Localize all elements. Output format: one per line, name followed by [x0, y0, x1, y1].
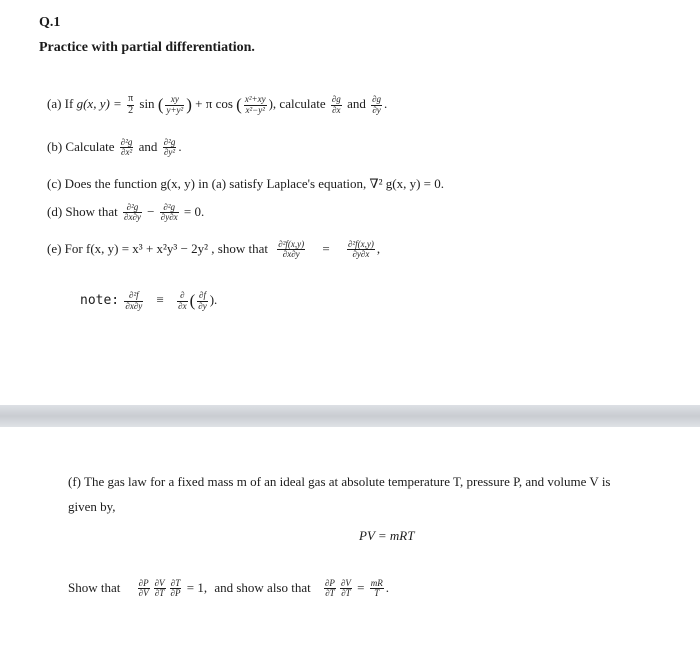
- f2-num: ∂V: [154, 578, 165, 588]
- frac2-den: x²−y²: [245, 104, 265, 115]
- f1-den: ∂V: [138, 588, 149, 599]
- d2f-dydx: [347, 240, 375, 260]
- sin-label: sin: [139, 95, 155, 111]
- mr-num: mR: [370, 578, 383, 588]
- part-e-num-2: ∂²f(x,y): [347, 239, 374, 249]
- part-f-line2: given by,: [68, 499, 116, 514]
- pi-over-2-den: 2: [128, 104, 134, 116]
- frac1-den: y+y²: [166, 104, 184, 115]
- g1-den: ∂T: [325, 588, 335, 599]
- gas-law-equation: PV = mRT: [359, 528, 415, 543]
- page-title: Practice with partial differentiation.: [39, 40, 255, 55]
- part-d-num-2: ∂²g: [160, 203, 179, 213]
- part-c: (c) Does the function g(x, y) in (a) satisfy Laplace's equation, ∇² g(x, y) = 0.: [47, 176, 445, 191]
- mR-over-T: [370, 579, 384, 599]
- note-df-dy: [197, 291, 207, 311]
- part-b-den-1: ∂x²: [121, 147, 133, 158]
- part-b-den-2: ∂y²: [163, 147, 176, 158]
- note-den: ∂x∂y: [125, 300, 143, 311]
- f1-num: ∂P: [138, 578, 149, 588]
- part-d-den-2: ∂y∂x: [160, 212, 178, 223]
- t-den: T: [374, 588, 380, 599]
- frac1: [165, 95, 184, 115]
- part-d-den-1: ∂x∂y: [124, 212, 141, 223]
- part-e-den-1: ∂x∂y: [282, 249, 300, 260]
- dP-dT: [324, 579, 336, 599]
- part-b-label: (b) Calculate: [47, 138, 115, 154]
- f2-den: ∂T: [154, 588, 165, 599]
- eq2-text: =: [357, 579, 365, 595]
- g1-num: ∂P: [324, 578, 335, 588]
- part-d: [47, 203, 204, 223]
- note-num: ∂²f: [124, 291, 143, 301]
- part-b: (b) Calculate $\frac{\text{∂²g}}{\text{∂x²}}$ and $\frac{\text{∂²g}}{\text{∂y²}}$ .: [47, 137, 182, 158]
- section-divider: [0, 405, 700, 427]
- note-d-den: ∂x: [178, 300, 187, 311]
- part-a-label: (a) If: [47, 95, 74, 111]
- frac1-num: xy: [165, 95, 184, 105]
- dg-num-2: ∂g: [372, 94, 382, 105]
- part-e-label: (e) For f(x, y) = x³ + x²y³ − 2y² , show that: [47, 240, 268, 256]
- pi-over-2-fraction: [127, 94, 134, 116]
- calculate-text: ), calculate: [268, 95, 326, 111]
- part-d-num-1: ∂²g: [123, 203, 142, 213]
- dV-dT-2: [340, 579, 352, 599]
- frac2-num: x²+xy: [244, 94, 266, 105]
- pi-over-2-num: π: [128, 93, 134, 104]
- note-d-num: ∂: [177, 291, 187, 301]
- note-lhs: [124, 291, 143, 311]
- note-d-dx: [177, 291, 187, 311]
- eq1-text: = 1,: [186, 579, 208, 595]
- part-f-line1: (f) The gas law for a fixed mass m of an ideal gas at absolute temperature T, pressure P, and volume V is: [68, 474, 611, 489]
- note-equiv: ≡: [156, 291, 164, 307]
- g2-num: ∂V: [340, 578, 351, 588]
- dT-dP: [170, 579, 182, 599]
- part-b-num-2: ∂²g: [163, 137, 176, 147]
- part-b-and: and: [138, 138, 158, 154]
- part-d-label: (d) Show that: [47, 203, 118, 219]
- part-a-func: g(x, y) =: [76, 95, 122, 111]
- d2g-dx2: [120, 138, 134, 158]
- f3-den: ∂P: [170, 588, 181, 599]
- and-text: and: [347, 95, 366, 111]
- note-close: ).: [209, 291, 218, 307]
- note-inner-den: ∂y: [198, 300, 207, 311]
- part-e-den-2: ∂y∂x: [352, 249, 370, 260]
- dy-den: ∂y: [372, 104, 381, 115]
- g2-den: ∂T: [341, 588, 351, 599]
- show-that-text: Show that: [68, 579, 121, 595]
- d2g-dydx: [160, 203, 179, 223]
- part-e: (e) For f(x, y) = x³ + x²y³ − 2y² , show that $\frac{\text{∂²f(x,y)}}{\partial x\partial y}$ = $\frac{\text{∂²f(x,y)}}{\partial y\partial x}$ ,: [47, 239, 381, 260]
- part-d-minus: −: [147, 203, 155, 219]
- frac2: [244, 95, 267, 115]
- and-show-text: and show also that: [214, 579, 311, 595]
- f3-num: ∂T: [170, 578, 181, 588]
- note-inner-num: ∂f: [199, 290, 206, 301]
- part-d-tail: = 0.: [183, 203, 205, 219]
- d2g-dy2: [163, 138, 177, 158]
- dg-num-1: ∂g: [331, 94, 341, 105]
- plus-pi-cos: + π cos: [195, 95, 233, 111]
- dP-dV: [138, 579, 150, 599]
- dV-dT: [154, 579, 166, 599]
- note: note: $\frac{\text{∂²f}}{\partial x\partial y}$ ≡ $\frac{\partial}{\partial x}$ ( $\frac{\partial f}{\partial y}$ ).: [80, 290, 218, 311]
- dg-dx: [331, 95, 342, 115]
- part-b-num-1: ∂²g: [120, 137, 133, 147]
- note-label: note:: [80, 292, 120, 308]
- d2g-dxdy: [123, 203, 142, 223]
- dx-den: ∂x: [332, 104, 341, 115]
- part-e-num-1: ∂²f(x,y): [278, 239, 305, 249]
- part-a: (a) If g(x, y) = $\frac{\pi}{2}$ sin ( $\frac{xy}{\text{y+y²}}$ ) + π cos ( $\frac{\text{x²+xy}}{\text{x²−y²}}$ ), calculate $\frac{\partial g}{\partial x}$ and $\frac{\partial g}{\partial y}$ .: [47, 93, 388, 116]
- part-e-eq: =: [322, 240, 330, 256]
- d2f-dxdy: [277, 240, 305, 260]
- part-f-show: Show that $\frac{\partial P}{\partial V}$ $\frac{\partial V}{\partial T}$ $\frac{\partial T}{\partial P}$ = 1, and show also that $\frac{\partial P}{\partial T}$ $\frac{\partial V}{\partial T}$ = $\frac{mR}{T}$ .: [68, 578, 389, 599]
- question-number: Q.1: [39, 15, 61, 30]
- dg-dy: [371, 95, 382, 115]
